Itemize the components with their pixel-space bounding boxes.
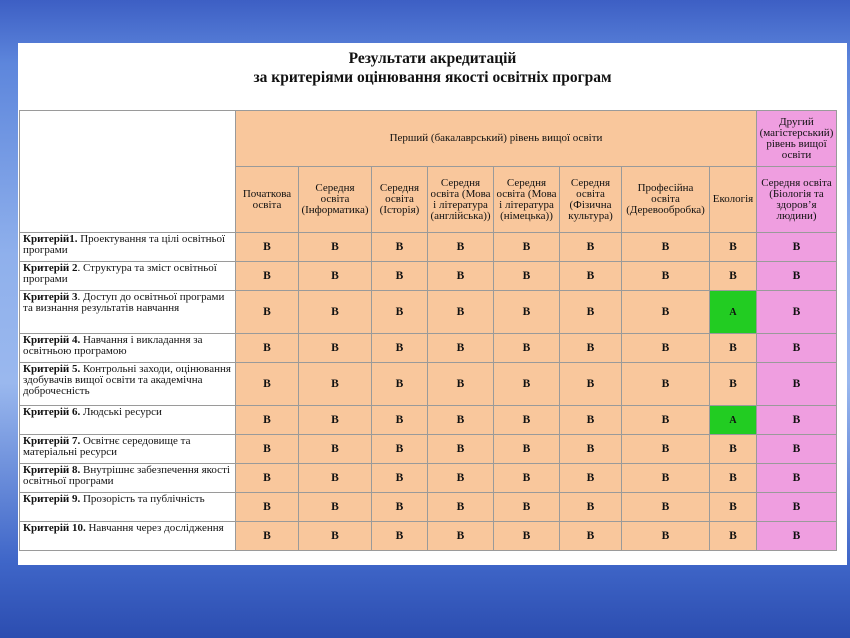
criterion-number: Критерій 5. bbox=[23, 363, 81, 375]
criterion-label bbox=[20, 291, 236, 334]
grade-cell: B bbox=[622, 233, 710, 262]
grade-cell: B bbox=[428, 334, 494, 363]
criterion-number: Критерій 6. bbox=[23, 406, 81, 418]
criterion-row bbox=[20, 363, 837, 406]
corner-cell bbox=[20, 111, 236, 233]
group-header-row bbox=[20, 111, 837, 167]
grade-cell: B bbox=[299, 435, 372, 464]
grade-cell: B bbox=[757, 291, 837, 334]
grade-cell: B bbox=[710, 233, 757, 262]
grade-cell: B bbox=[622, 522, 710, 551]
criterion-label bbox=[20, 406, 236, 435]
grade-cell: B bbox=[372, 291, 428, 334]
criterion-label bbox=[20, 363, 236, 406]
criterion-row bbox=[20, 435, 837, 464]
grade-cell: B bbox=[622, 262, 710, 291]
column-header: Професійна освіта (Деревообробка) bbox=[622, 167, 710, 233]
title-line-1: Результати акредитацій bbox=[348, 50, 517, 67]
grade-cell: B bbox=[757, 233, 837, 262]
grade-cell: B bbox=[757, 522, 837, 551]
grade-cell: B bbox=[299, 334, 372, 363]
grade-cell: B bbox=[236, 406, 299, 435]
grade-cell: B bbox=[560, 233, 622, 262]
criterion-label bbox=[20, 522, 236, 551]
grade-cell: B bbox=[710, 522, 757, 551]
column-header: Середня освіта (Фізична культура) bbox=[560, 167, 622, 233]
criterion-label bbox=[20, 262, 236, 291]
column-header: Середня освіта (Мова і література (англійська)) bbox=[428, 167, 494, 233]
criterion-text: Внутрішнє забезпечення якості освітньої програми bbox=[23, 464, 230, 487]
grade-cell: B bbox=[560, 406, 622, 435]
grade-cell: B bbox=[236, 363, 299, 406]
grade-cell: B bbox=[494, 522, 560, 551]
slide bbox=[18, 43, 847, 565]
criterion-row bbox=[20, 522, 837, 551]
grade-cell: B bbox=[428, 464, 494, 493]
grade-cell: B bbox=[494, 435, 560, 464]
grade-cell: B bbox=[236, 291, 299, 334]
grade-cell: B bbox=[372, 233, 428, 262]
grade-cell: B bbox=[757, 262, 837, 291]
grade-cell: B bbox=[372, 334, 428, 363]
column-header: Екологія bbox=[710, 167, 757, 233]
criterion-label bbox=[20, 493, 236, 522]
criterion-label bbox=[20, 435, 236, 464]
grade-cell: B bbox=[494, 406, 560, 435]
column-header: Середня освіта (Історія) bbox=[372, 167, 428, 233]
grade-cell: B bbox=[299, 464, 372, 493]
grade-cell: B bbox=[757, 464, 837, 493]
grade-cell: B bbox=[299, 291, 372, 334]
criterion-text: Прозорість та публічність bbox=[80, 493, 205, 505]
criterion-number: Критерій 10. bbox=[23, 522, 86, 534]
grade-cell: B bbox=[372, 493, 428, 522]
criterion-text: . Структура та зміст освітньої програми bbox=[23, 262, 217, 285]
grade-cell: B bbox=[236, 522, 299, 551]
grade-cell: B bbox=[622, 291, 710, 334]
grade-cell: A bbox=[710, 406, 757, 435]
grade-cell: B bbox=[622, 406, 710, 435]
grade-cell: B bbox=[757, 363, 837, 406]
grade-cell: B bbox=[236, 334, 299, 363]
grade-cell: B bbox=[494, 464, 560, 493]
grade-cell: B bbox=[560, 435, 622, 464]
grade-cell: B bbox=[299, 522, 372, 551]
criterion-row bbox=[20, 233, 837, 262]
grade-cell: B bbox=[560, 464, 622, 493]
grade-cell: B bbox=[236, 435, 299, 464]
criterion-text: Освітнє середовище та матеріальні ресурси bbox=[23, 435, 191, 458]
grade-cell: B bbox=[299, 406, 372, 435]
criterion-row bbox=[20, 291, 837, 334]
grade-cell: B bbox=[622, 363, 710, 406]
grade-cell: B bbox=[428, 262, 494, 291]
grade-cell: B bbox=[710, 493, 757, 522]
grade-cell: B bbox=[494, 291, 560, 334]
criterion-number: Критерій1. bbox=[23, 233, 78, 245]
grade-cell: B bbox=[494, 493, 560, 522]
criterion-number: Критерій 3 bbox=[23, 291, 78, 303]
criterion-row bbox=[20, 334, 837, 363]
grade-cell: B bbox=[560, 493, 622, 522]
criterion-label bbox=[20, 334, 236, 363]
criterion-number: Критерій 4. bbox=[23, 334, 81, 346]
criterion-text: Контрольні заходи, оцінювання здобувачів вищої освіти та академічна доброчесність bbox=[23, 363, 231, 397]
grade-cell: B bbox=[622, 435, 710, 464]
page-title bbox=[18, 49, 847, 87]
grade-cell: B bbox=[236, 464, 299, 493]
grade-cell: B bbox=[560, 262, 622, 291]
column-header: Початкова освіта bbox=[236, 167, 299, 233]
column-header: Середня освіта (Біологія та здоров’я людини) bbox=[757, 167, 837, 233]
bachelor-level-header: Перший (бакалаврський) рівень вищої освіти bbox=[236, 111, 757, 167]
grade-cell: B bbox=[299, 233, 372, 262]
grade-cell: B bbox=[494, 233, 560, 262]
grade-cell: B bbox=[622, 493, 710, 522]
grade-cell: B bbox=[622, 334, 710, 363]
criterion-row bbox=[20, 493, 837, 522]
grade-cell: B bbox=[494, 363, 560, 406]
grade-cell: B bbox=[236, 493, 299, 522]
grade-cell: B bbox=[428, 493, 494, 522]
criterion-text: Людські ресурси bbox=[80, 406, 162, 418]
grade-cell: B bbox=[428, 233, 494, 262]
grade-cell: B bbox=[299, 262, 372, 291]
grade-cell: B bbox=[428, 291, 494, 334]
grade-cell: B bbox=[372, 522, 428, 551]
grade-cell: B bbox=[494, 262, 560, 291]
criterion-row bbox=[20, 406, 837, 435]
grade-cell: B bbox=[428, 406, 494, 435]
grade-cell: B bbox=[710, 435, 757, 464]
grade-cell: B bbox=[372, 464, 428, 493]
criterion-label bbox=[20, 464, 236, 493]
title-line-2: за критеріями оцінювання якості освітніх програм bbox=[253, 69, 612, 86]
grade-cell: B bbox=[372, 406, 428, 435]
criterion-text: Навчання через дослідження bbox=[85, 522, 224, 534]
grade-cell: B bbox=[560, 334, 622, 363]
grade-cell: B bbox=[494, 334, 560, 363]
grade-cell: B bbox=[236, 233, 299, 262]
grade-cell: B bbox=[560, 291, 622, 334]
grade-cell: B bbox=[710, 363, 757, 406]
grade-cell: A bbox=[710, 291, 757, 334]
grade-cell: B bbox=[372, 363, 428, 406]
grade-cell: B bbox=[299, 363, 372, 406]
criterion-label bbox=[20, 233, 236, 262]
criterion-text: . Доступ до освітньої програми та визнання результатів навчання bbox=[23, 291, 225, 314]
grade-cell: B bbox=[428, 522, 494, 551]
criterion-number: Критерій 8. bbox=[23, 464, 81, 476]
grade-cell: B bbox=[299, 493, 372, 522]
criterion-text: Проектування та цілі освітньої програми bbox=[23, 233, 226, 256]
criterion-number: Критерій 2 bbox=[23, 262, 78, 274]
master-level-header: Другий (магістерський) рівень вищої освіти bbox=[757, 111, 837, 167]
grade-cell: B bbox=[622, 464, 710, 493]
grade-cell: B bbox=[560, 522, 622, 551]
grade-cell: B bbox=[372, 262, 428, 291]
grade-cell: B bbox=[757, 334, 837, 363]
column-header: Середня освіта (Мова і література (німецька)) bbox=[494, 167, 560, 233]
grade-cell: B bbox=[710, 334, 757, 363]
grade-cell: B bbox=[710, 262, 757, 291]
grade-cell: B bbox=[372, 435, 428, 464]
grade-cell: B bbox=[710, 464, 757, 493]
grade-cell: B bbox=[757, 406, 837, 435]
criterion-row bbox=[20, 262, 837, 291]
grade-cell: B bbox=[428, 363, 494, 406]
column-header: Середня освіта (Інформатика) bbox=[299, 167, 372, 233]
criterion-number: Критерій 9. bbox=[23, 493, 81, 505]
grade-cell: B bbox=[560, 363, 622, 406]
grade-cell: B bbox=[428, 435, 494, 464]
criterion-text: Навчання і викладання за освітньою програмою bbox=[23, 334, 203, 357]
grade-cell: B bbox=[757, 435, 837, 464]
criterion-number: Критерій 7. bbox=[23, 435, 81, 447]
grade-cell: B bbox=[236, 262, 299, 291]
accreditation-table bbox=[19, 110, 837, 551]
criterion-row bbox=[20, 464, 837, 493]
grade-cell: B bbox=[757, 493, 837, 522]
